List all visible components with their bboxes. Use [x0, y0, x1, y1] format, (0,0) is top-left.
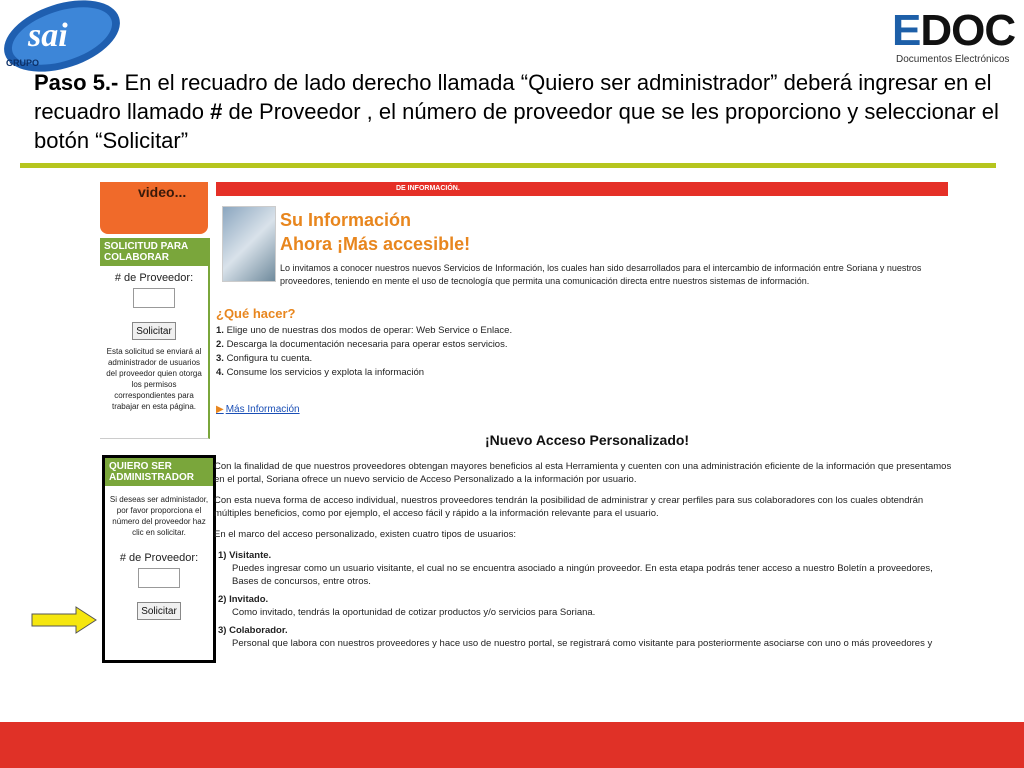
instruction-hash: #: [210, 99, 223, 124]
admin-field-label: # de Proveedor:: [119, 552, 199, 564]
solicitud-field-label: # de Proveedor:: [114, 272, 194, 284]
paragraph-2: Con esta nueva forma de acceso individual, nuestros proveedores tendrán la posibilidad de administrar y crear perfiles para sus colaboradores con los cuales obtendrán múltiples beneficios, como por ejemplo, el acceso fácil y rápido a la información relevante para el usuario.: [214, 495, 924, 519]
list-item: 1. Elige uno de nuestras dos modos de operar: Web Service o Enlace.: [216, 325, 513, 336]
instruction-step: Paso 5.-: [34, 70, 119, 95]
solicitud-proveedor-input[interactable]: [133, 288, 175, 308]
info-title: [280, 208, 470, 256]
info-title-1: Su Información: [280, 210, 412, 230]
info-photo: [222, 206, 276, 282]
logo-edoc-subtitle: Documentos Electrónicos: [896, 54, 1010, 65]
solicitud-note: Esta solicitud se enviará al administrador de usuarios del proveedor quien otorga los permisos correspondientes para trabajar en esta página.: [106, 347, 202, 411]
logo-sai-text: sai: [28, 17, 68, 54]
admin-note: Si deseas ser administador, por favor proporciona el número del proveedor haz clic en solicitar.: [109, 495, 209, 537]
footer-bar: [0, 722, 1024, 768]
list-item: 2. Descarga la documentación necesaria para operar estos servicios.: [216, 339, 508, 350]
logo-sai-sub: GRUPO: [6, 58, 40, 68]
solicitud-panel-title: SOLICITUD PARA COLABORAR: [100, 238, 208, 266]
paragraph-3: En el marco del acceso personalizado, existen cuatro tipos de usuarios:: [214, 529, 517, 540]
info-intro: Lo invitamos a conocer nuestros nuevos Servicios de Información, los cuales han sido desarrollados para el intercambio de información entre Soriana y nuestros proveedores, teniendo en mente el uso de tecnología que permita una comunicación directa entre nuestros sistemas de información.: [280, 263, 922, 286]
mas-informacion-link[interactable]: [216, 404, 300, 415]
logo-edoc-doc: DOC: [920, 6, 1016, 55]
grupo-sai-logo: [0, 0, 124, 72]
paragraph-1: Con la finalidad de que nuestros proveedores obtengan mayores beneficios al esta Herramienta y cuenten con una administración eficiente de la información que presentamos en el portal, Soriana ofrece un nuevo servicio de Acceso Personalizado a la información por usuario.: [214, 461, 952, 485]
nuevo-acceso-heading: ¡Nuevo Acceso Personalizado!: [485, 432, 690, 448]
video-box[interactable]: [100, 182, 208, 234]
solicitud-solicitar-button[interactable]: Solicitar: [132, 322, 176, 340]
list-item: 3) Colaborador. Personal que labora con nuestros proveedores y hace uso de nuestro portal, se registrará como visitante para posteriormente asociarse con uno o más proveedores y: [218, 625, 933, 649]
triangle-right-icon: ▶: [216, 404, 224, 415]
admin-panel-title: QUIERO SER ADMINISTRADOR: [105, 458, 213, 486]
solicitud-panel: [100, 238, 210, 439]
list-item: 3. Configura tu cuenta.: [216, 353, 313, 364]
list-item: 2) Invitado. Como invitado, tendrás la oportunidad de cotizar productos y/o servicios para Soriana.: [218, 594, 596, 618]
admin-panel: [102, 455, 216, 663]
edoc-logo: [890, 8, 1022, 70]
portal-screenshot: [100, 182, 956, 690]
video-label: video...: [138, 184, 187, 200]
user-types-list: [218, 549, 954, 650]
instruction-text: En el recuadro de lado derecho llamada “Quiero ser administrador” deberá ingresar en el recuadro llamado: [34, 70, 992, 124]
nuevo-acceso-body: [214, 460, 954, 655]
slide-instruction: [34, 68, 1004, 155]
admin-solicitar-button[interactable]: Solicitar: [137, 602, 181, 620]
red-banner: DE INFORMACIÓN.: [216, 182, 948, 196]
steps-list: [216, 324, 616, 380]
header-divider: [20, 163, 996, 168]
logo-edoc-e: E: [892, 6, 921, 55]
arrow-right-icon: [30, 605, 98, 635]
list-item: 4. Consume los servicios y explota la información: [216, 367, 425, 378]
instruction-text-2: de Proveedor , el número de proveedor que se les proporciono y seleccionar el botón “Solicitar”: [34, 99, 999, 153]
info-title-2: Ahora ¡Más accesible!: [280, 234, 471, 254]
mas-informacion-label: Más Información: [225, 404, 300, 415]
admin-proveedor-input[interactable]: [138, 568, 180, 588]
que-hacer-heading: ¿Qué hacer?: [216, 306, 296, 321]
list-item: 1) Visitante. Puedes ingresar como un usuario visitante, el cual no se encuentra asociado a ningún proveedor. En esta etapa podrás tener acceso a nuestro Boletín a proveedores, Bases de concursos, entre otros.: [218, 550, 933, 587]
